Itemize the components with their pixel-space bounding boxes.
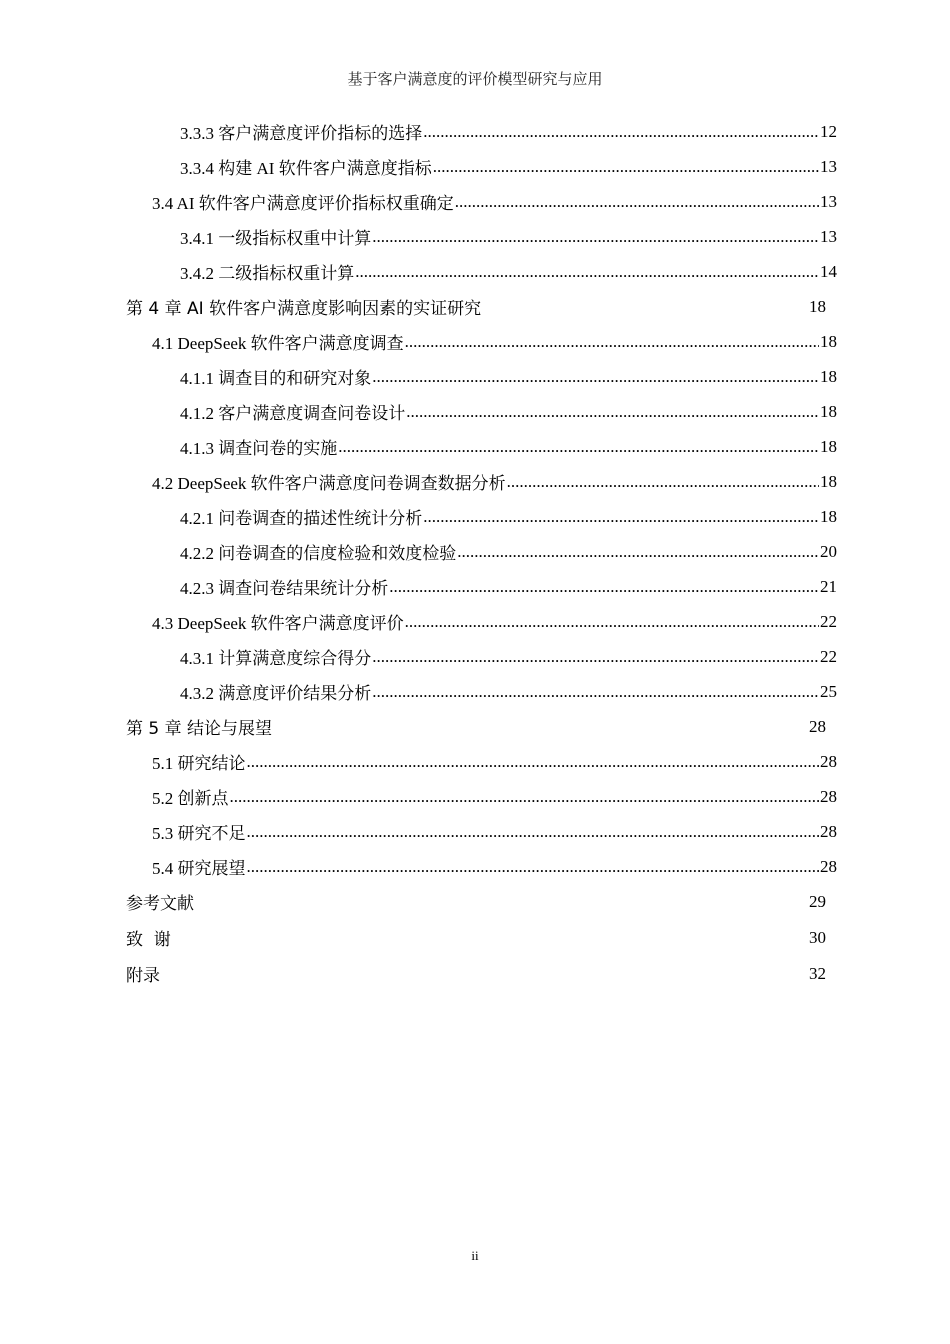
leader-dots — [247, 752, 820, 772]
toc-entry-page: 22 — [820, 646, 837, 666]
toc-chapter-label: 致 谢 — [126, 930, 171, 950]
leader-dots — [405, 332, 819, 352]
leader-dots — [247, 822, 820, 842]
leader-dots — [355, 262, 819, 282]
toc-entry-label: 3.3.3 客户满意度评价指标的选择 — [180, 124, 423, 143]
leader-dots — [372, 647, 819, 667]
toc-chapter[interactable] — [126, 920, 826, 955]
toc-entry-label: 4.3.2 满意度评价结果分析 — [180, 684, 372, 703]
leader-dots — [406, 402, 819, 422]
toc-entry-page: 25 — [820, 681, 837, 701]
toc-entry[interactable] — [152, 744, 837, 779]
toc-entry[interactable] — [180, 674, 837, 709]
page-number: ii — [471, 1248, 479, 1263]
leader-dots — [338, 437, 819, 457]
toc-entry-label: 4.1.1 调查目的和研究对象 — [180, 369, 372, 388]
toc-entry[interactable] — [180, 219, 837, 254]
toc-entry[interactable] — [152, 604, 837, 639]
toc-entry[interactable] — [152, 849, 837, 884]
toc-chapter-page: 28 — [809, 716, 826, 736]
leader-dots — [230, 787, 820, 807]
toc-entry-label: 3.4.1 一级指标权重中计算 — [180, 229, 372, 248]
toc-entry[interactable] — [180, 149, 837, 184]
toc-entry[interactable] — [180, 534, 837, 569]
toc-entry[interactable] — [180, 639, 837, 674]
toc-entry[interactable] — [152, 464, 837, 499]
toc-chapter-label: 参考文献 — [126, 894, 194, 914]
toc-entry-label: 4.2 DeepSeek 软件客户满意度问卷调查数据分析 — [152, 474, 506, 493]
toc-entry-page: 18 — [820, 471, 837, 491]
leader-dots — [455, 192, 819, 212]
toc-entry-page: 13 — [820, 226, 837, 246]
toc-entry-page: 18 — [820, 366, 837, 386]
toc-entry[interactable] — [152, 814, 837, 849]
toc-chapter[interactable] — [126, 884, 826, 919]
toc-entry[interactable] — [180, 394, 837, 429]
toc-entry[interactable] — [180, 359, 837, 394]
leader-dots — [423, 122, 819, 142]
toc-entry-page: 18 — [820, 401, 837, 421]
toc-chapter-page: 29 — [809, 891, 826, 911]
toc-entry-page: 22 — [820, 611, 837, 631]
toc-chapter[interactable] — [126, 956, 826, 991]
toc-entry[interactable] — [180, 499, 837, 534]
leader-dots — [372, 367, 819, 387]
toc-entry-label: 3.4 AI 软件客户满意度评价指标权重确定 — [152, 194, 454, 213]
toc-chapter-label: 附录 — [126, 966, 160, 986]
leader-dots — [405, 612, 819, 632]
toc-chapter-label: 第 5 章 结论与展望 — [126, 719, 273, 739]
leader-dots — [247, 857, 820, 877]
toc-entry-label: 5.3 研究不足 — [152, 824, 246, 843]
running-header: 基于客户满意度的评价模型研究与应用 — [347, 72, 603, 88]
toc-entry-label: 4.1.2 客户满意度调查问卷设计 — [180, 404, 406, 423]
toc-chapter-page: 18 — [809, 296, 826, 316]
toc-entry-label: 4.1 DeepSeek 软件客户满意度调查 — [152, 334, 404, 353]
leader-dots — [372, 227, 819, 247]
leader-dots — [372, 682, 819, 702]
toc-entry-page: 13 — [820, 156, 837, 176]
toc-entry-page: 18 — [820, 506, 837, 526]
toc-chapter-page: 30 — [809, 927, 826, 947]
toc-chapter-label: 第 4 章 AI 软件客户满意度影响因素的实证研究 — [126, 299, 482, 319]
toc-entry[interactable] — [180, 429, 837, 464]
toc-entry-page: 18 — [820, 331, 837, 351]
toc-entry[interactable] — [152, 324, 837, 359]
toc-entry-page: 28 — [820, 786, 837, 806]
toc-entry[interactable] — [180, 569, 837, 604]
toc-chapter[interactable] — [126, 709, 826, 744]
toc-entry-label: 5.1 研究结论 — [152, 754, 246, 773]
toc-entry[interactable] — [180, 254, 837, 289]
toc-entry-label: 4.2.1 问卷调查的描述性统计分析 — [180, 509, 423, 528]
toc-chapter-page: 32 — [809, 963, 826, 983]
toc-entry[interactable] — [152, 779, 837, 814]
toc-entry-label: 5.2 创新点 — [152, 789, 229, 808]
toc-entry[interactable] — [180, 114, 837, 149]
leader-dots — [423, 507, 819, 527]
leader-dots — [389, 577, 819, 597]
toc-entry-label: 4.1.3 调查问卷的实施 — [180, 439, 338, 458]
toc-entry-page: 12 — [820, 121, 837, 141]
toc-entry-label: 3.4.2 二级指标权重计算 — [180, 264, 355, 283]
leader-dots — [433, 157, 819, 177]
toc-entry-page: 28 — [820, 856, 837, 876]
leader-dots — [507, 472, 819, 492]
toc-entry-label: 4.2.3 调查问卷结果统计分析 — [180, 579, 389, 598]
toc-entry-label: 4.3.1 计算满意度综合得分 — [180, 649, 372, 668]
toc-chapter[interactable] — [126, 289, 826, 324]
toc-entry-label: 4.3 DeepSeek 软件客户满意度评价 — [152, 614, 404, 633]
toc-entry-label: 4.2.2 问卷调查的信度检验和效度检验 — [180, 544, 457, 563]
toc-entry-label: 5.4 研究展望 — [152, 859, 246, 878]
toc-entry-page: 28 — [820, 751, 837, 771]
toc-entry[interactable] — [152, 184, 837, 219]
leader-dots — [457, 542, 819, 562]
toc-entry-page: 28 — [820, 821, 837, 841]
toc-entry-label: 3.3.4 构建 AI 软件客户满意度指标 — [180, 159, 432, 178]
toc-entry-page: 20 — [820, 541, 837, 561]
toc-entry-page: 21 — [820, 576, 837, 596]
toc-entry-page: 18 — [820, 436, 837, 456]
toc-entry-page: 13 — [820, 191, 837, 211]
toc-entry-page: 14 — [820, 261, 837, 281]
